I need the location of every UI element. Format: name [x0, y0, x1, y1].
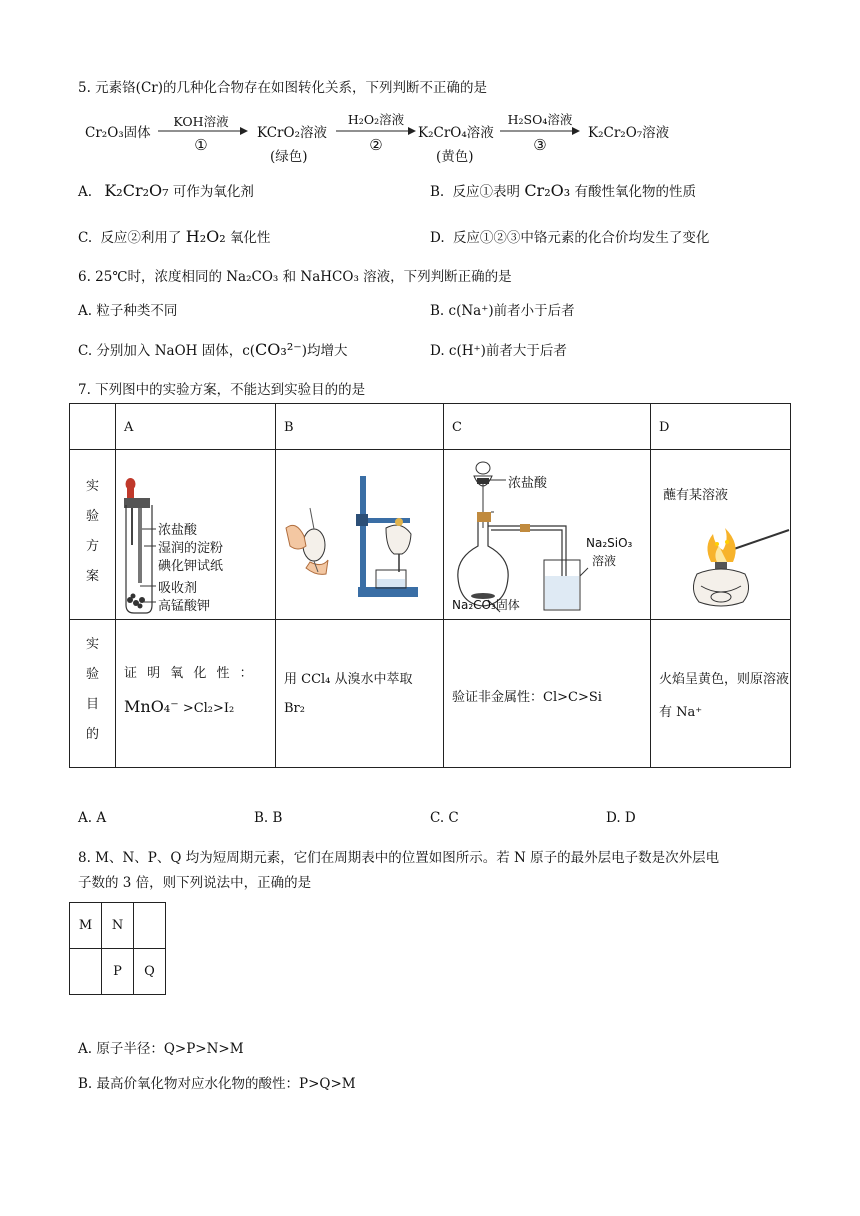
col-header-d: D — [651, 404, 791, 450]
element-cell: M — [70, 903, 102, 949]
chain-reagent-3: H₂SO₄溶液 — [507, 112, 573, 127]
col-header-a: A — [116, 404, 276, 450]
label-c-silicate: Na₂SiO₃ — [586, 536, 633, 550]
element-cell — [70, 949, 102, 995]
option-formula: H₂O₂ — [185, 227, 226, 246]
chain-product-2-note: (黄色) — [436, 149, 474, 165]
table-corner-cell — [70, 404, 116, 450]
q6-stem: 6. 25℃时，浓度相同的 Na₂CO₃ 和 NaHCO₃ 溶液，下列判断正确的是 — [78, 269, 512, 285]
q6-option-d[interactable]: D. c(H⁺)前者大于后者 — [430, 343, 567, 359]
label-kmno4: 高锰酸钾 — [158, 599, 211, 614]
option-label: A. — [78, 184, 93, 200]
q6-option-b[interactable]: B. c(Na⁺)前者小于后者 — [430, 303, 575, 319]
q7-answer-b[interactable]: B. B — [254, 810, 283, 826]
option-text: 有酸性氧化物的性质 — [574, 184, 696, 200]
q6-option-a[interactable]: A. 粒子种类不同 — [78, 303, 178, 319]
experiment-table — [69, 403, 791, 768]
option-text: 反应①②③中铬元素的化合价均发生了变化 — [452, 230, 710, 246]
q7-answer-d[interactable]: D. D — [606, 810, 636, 826]
row-header-goal: 实 验 目 的 — [70, 620, 116, 768]
q8-option-a[interactable]: A. 原子半径：Q>P>N>M — [78, 1041, 244, 1057]
option-text: 反应②利用了 — [100, 230, 182, 246]
q8-option-b[interactable]: B. 最高价氧化物对应水化物的酸性：P>Q>M — [78, 1076, 356, 1092]
scheme-b — [276, 450, 444, 620]
q5-option-c[interactable] — [78, 226, 270, 246]
option-text: )均增大 — [301, 343, 348, 359]
arrow-1-icon — [158, 126, 248, 136]
option-label: B. — [430, 184, 445, 200]
label-c-carbonate: Na₂CO₃固体 — [452, 598, 520, 612]
chain-step-3: ③ — [533, 136, 547, 154]
element-cell: P — [102, 949, 134, 995]
label-absorbent: 吸收剂 — [158, 581, 198, 596]
q5-option-b[interactable] — [430, 180, 696, 200]
option-text: 可作为氧化剂 — [172, 184, 254, 200]
q7-stem: 7. 下列图中的实验方案，不能达到实验目的的是 — [78, 382, 366, 398]
q8-stem-line1: 8. M、N、P、Q 均为短周期元素，它们在周期表中的位置如图所示。若 N 原子的最外层电子数是次外层电 — [78, 850, 720, 866]
permanganate-formula: MnO₄⁻ — [124, 697, 179, 716]
option-label: C. — [78, 230, 93, 246]
q7-answer-a[interactable]: A. A — [78, 810, 107, 826]
chain-product-2: K₂CrO₄溶液 — [418, 125, 494, 141]
goal-d: 火焰呈黄色，则原溶液 有 Na⁺ — [651, 620, 791, 768]
row-header-scheme: 实 验 方 案 — [70, 450, 116, 620]
label-d-solution: 蘸有某溶液 — [663, 488, 729, 503]
option-formula: Cr₂O₃ — [524, 181, 571, 200]
option-label: D. — [430, 230, 445, 246]
scheme-a — [116, 450, 276, 620]
col-header-b: B — [276, 404, 444, 450]
option-text: 反应①表明 — [452, 184, 521, 200]
chain-reagent-2: H₂O₂溶液 — [347, 112, 405, 127]
periodic-table-fragment — [69, 902, 166, 995]
option-text: C. 分别加入 NaOH 固体，c( — [78, 343, 256, 359]
q5-stem: 5. 元素铬(Cr)的几种化合物存在如图转化关系，下列判断不正确的是 — [78, 80, 487, 96]
q5-option-d[interactable] — [430, 226, 709, 246]
chain-step-2: ② — [369, 136, 383, 154]
separatory-funnel-icon — [276, 450, 434, 618]
label-c-solution: 溶液 — [592, 554, 617, 568]
goal-a: 证 明 氧 化 性 ： MnO₄⁻ >Cl₂>I₂ — [116, 620, 276, 768]
option-formula: K₂Cr₂O₇ — [104, 181, 169, 200]
option-text: 氧化性 — [229, 230, 271, 246]
label-c-hcl: 浓盐酸 — [508, 476, 548, 491]
chain-product-3: K₂Cr₂O₇溶液 — [588, 125, 670, 141]
goal-b: 用 CCl₄ 从溴水中萃取 Br₂ — [276, 620, 444, 768]
q5-option-a[interactable] — [78, 180, 254, 200]
element-cell — [134, 903, 166, 949]
arrow-2-icon — [336, 126, 416, 136]
col-header-c: C — [444, 404, 651, 450]
arrow-3-icon — [500, 126, 580, 136]
scheme-d — [651, 450, 791, 620]
q8-stem-line2: 子数的 3 倍，则下列说法中，正确的是 — [78, 875, 312, 891]
label-hcl: 浓盐酸 — [158, 523, 198, 538]
chain-product-1-note: (绿色) — [270, 149, 308, 165]
chain-start: Cr₂O₃固体 — [85, 125, 151, 141]
chain-reagent-1: KOH溶液 — [173, 114, 229, 129]
element-cell: Q — [134, 949, 166, 995]
element-cell: N — [102, 903, 134, 949]
q7-answer-c[interactable]: C. C — [430, 810, 459, 826]
goal-c: 验证非金属性：Cl>C>Si — [444, 620, 651, 768]
q6-option-c[interactable] — [78, 339, 347, 359]
label-starch-paper: 湿润的淀粉 — [158, 541, 224, 556]
option-formula: CO₃²⁻ — [255, 340, 302, 359]
chain-product-1: KCrO₂溶液 — [257, 125, 327, 141]
label-ki-paper: 碘化钾试纸 — [158, 559, 224, 574]
scheme-c — [444, 450, 651, 620]
alcohol-lamp-icon — [651, 450, 815, 618]
chain-step-1: ① — [194, 136, 208, 154]
